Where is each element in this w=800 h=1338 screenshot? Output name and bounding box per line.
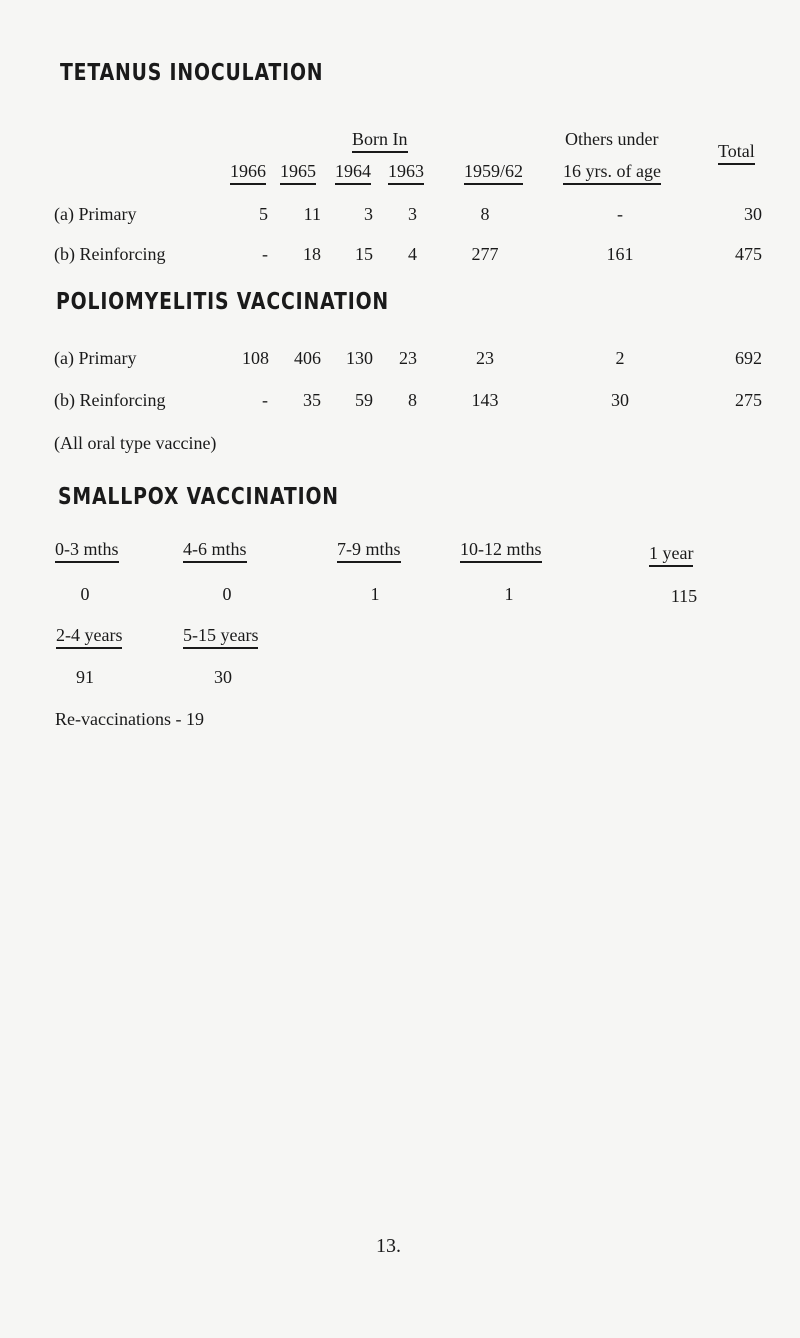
age-header-10-12: 10-12 mths — [460, 538, 542, 563]
smallpox-value: 115 — [670, 586, 698, 606]
table-cell: 130 — [346, 348, 373, 368]
table-cell: 23 — [399, 348, 417, 368]
polio-row-primary-label: (a) Primary — [54, 348, 137, 368]
polio-row-reinforcing-label: (b) Reinforcing — [54, 390, 166, 410]
table-cell: 15 — [355, 244, 373, 264]
smallpox-value: 1 — [504, 584, 514, 604]
born-in-header: Born In — [352, 128, 408, 153]
polio-title: POLIOMYELITIS VACCINATION — [56, 289, 390, 315]
table-cell: - — [617, 204, 623, 224]
smallpox-value: 30 — [214, 667, 232, 687]
table-cell-total: 475 — [735, 244, 762, 264]
col-header-1959-62: 1959/62 — [464, 160, 523, 185]
table-cell: 35 — [303, 390, 321, 410]
smallpox-value: 0 — [80, 584, 90, 604]
col-header-16yrs: 16 yrs. of age — [563, 160, 661, 185]
tetanus-title: TETANUS INOCULATION — [60, 60, 324, 86]
table-cell: 108 — [242, 348, 269, 368]
table-cell-total: 275 — [735, 390, 762, 410]
revaccinations-text: Re-vaccinations - 19 — [55, 709, 204, 729]
table-cell: 11 — [303, 204, 321, 224]
table-cell: 5 — [259, 204, 268, 224]
col-header-1966: 1966 — [230, 160, 266, 185]
total-header: Total — [718, 140, 755, 165]
tetanus-row-reinforcing-label: (b) Reinforcing — [54, 244, 166, 264]
table-cell: 8 — [480, 204, 490, 224]
age-header-5-15-years: 5-15 years — [183, 624, 258, 649]
table-cell: 277 — [471, 244, 499, 264]
col-header-1964: 1964 — [335, 160, 371, 185]
table-cell: 4 — [408, 244, 417, 264]
age-header-2-4-years: 2-4 years — [56, 624, 122, 649]
table-cell: 161 — [606, 244, 634, 264]
table-cell: 2 — [615, 348, 625, 368]
table-cell: 18 — [303, 244, 321, 264]
table-cell: 30 — [611, 390, 629, 410]
table-cell: 3 — [408, 204, 417, 224]
smallpox-value: 0 — [222, 584, 232, 604]
table-cell: 8 — [408, 390, 417, 410]
age-header-4-6: 4-6 mths — [183, 538, 247, 563]
others-under-header: Others under — [565, 129, 659, 149]
table-cell: - — [262, 244, 268, 264]
table-cell: - — [262, 390, 268, 410]
page-number: 13. — [376, 1235, 401, 1257]
smallpox-value: 91 — [76, 667, 94, 687]
table-cell-total: 30 — [744, 204, 762, 224]
age-header-1-year: 1 year — [649, 542, 693, 567]
col-header-1965: 1965 — [280, 160, 316, 185]
age-header-0-3: 0-3 mths — [55, 538, 119, 563]
smallpox-value: 1 — [370, 584, 380, 604]
table-cell: 59 — [355, 390, 373, 410]
col-header-1963: 1963 — [388, 160, 424, 185]
table-cell: 23 — [476, 348, 494, 368]
table-cell-total: 692 — [735, 348, 762, 368]
table-cell: 3 — [364, 204, 373, 224]
table-cell: 406 — [294, 348, 321, 368]
table-cell: 143 — [471, 390, 499, 410]
smallpox-title: SMALLPOX VACCINATION — [58, 484, 339, 510]
age-header-7-9: 7-9 mths — [337, 538, 401, 563]
tetanus-row-primary-label: (a) Primary — [54, 204, 137, 224]
vaccine-note: (All oral type vaccine) — [54, 433, 217, 453]
